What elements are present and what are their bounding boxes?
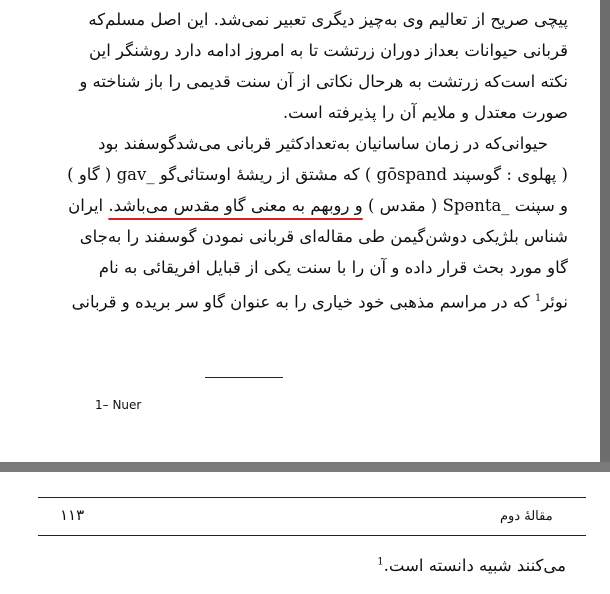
footnote-divider	[205, 377, 283, 378]
next-footnote-marker: 1	[377, 556, 384, 568]
text-line-1: پیچی صریح از تعالیم وی به‌چیز دیگری تعبیر نمی‌شد. این اصل مسلم‌که	[88, 10, 568, 29]
text-line-5: حیوانی‌که در زمان ساسانیان به‌تعدادکثیر قربانی می‌شدگوسفند بود	[98, 134, 548, 153]
header-rule-top	[38, 497, 586, 498]
body-text	[40, 4, 568, 314]
line7-tail: ایران	[68, 196, 104, 215]
text-line-9: گاو مورد بحث قرار داده و آن را با سنت یکی از قبایل افریقائی به نام	[98, 258, 568, 277]
page-gap	[0, 462, 610, 472]
line10-rest: که در مراسم مذهبی خود خیاری را به عنوان گاو سر بریده و قربانی	[71, 292, 535, 312]
page-number: ۱۱۳	[60, 506, 85, 524]
line10-start: نوئر	[541, 292, 568, 312]
text-line-3: نکته است‌که زرتشت به هرحال نکاتی از آن سنت قدیمی را باز شناخته و	[79, 72, 568, 91]
line7-plain: و سپنت _Spənta ( مقدس )	[367, 196, 568, 215]
next-page-line	[377, 556, 566, 575]
text-line-6: ( پهلوی : گوسپند gōspand ) که مشتق از ریشهٔ اوستائی‌گو _gav ( گاو )	[67, 165, 568, 184]
text-line-10	[40, 283, 568, 314]
text-line-2: قربانی حیوانات بعداز دوران زرتشت تا به امروز ادامه دارد روشنگر این	[89, 41, 568, 60]
text-line-7	[40, 190, 568, 221]
footnote: 1– Nuer	[95, 398, 142, 412]
scanned-page-lower	[0, 472, 610, 594]
text-line-4: صورت معتدل و ملایم آن را پذیرفته است.	[282, 103, 568, 122]
red-underlined-phrase: و روبهم به معنی گاو مقدس می‌باشد.	[108, 196, 363, 215]
running-head: مقالهٔ دوم	[500, 509, 553, 524]
footnote-marker: 1	[534, 293, 542, 304]
header-rule-bottom	[38, 535, 586, 536]
text-line-8: شناس بلژیکی دوشن‌گیمن طی مقاله‌ای قربانی نمودن گوسفند را به‌جای	[79, 227, 568, 246]
right-gutter	[600, 0, 610, 462]
next-line-text: می‌کنند شبیه دانسته است.	[383, 556, 566, 575]
